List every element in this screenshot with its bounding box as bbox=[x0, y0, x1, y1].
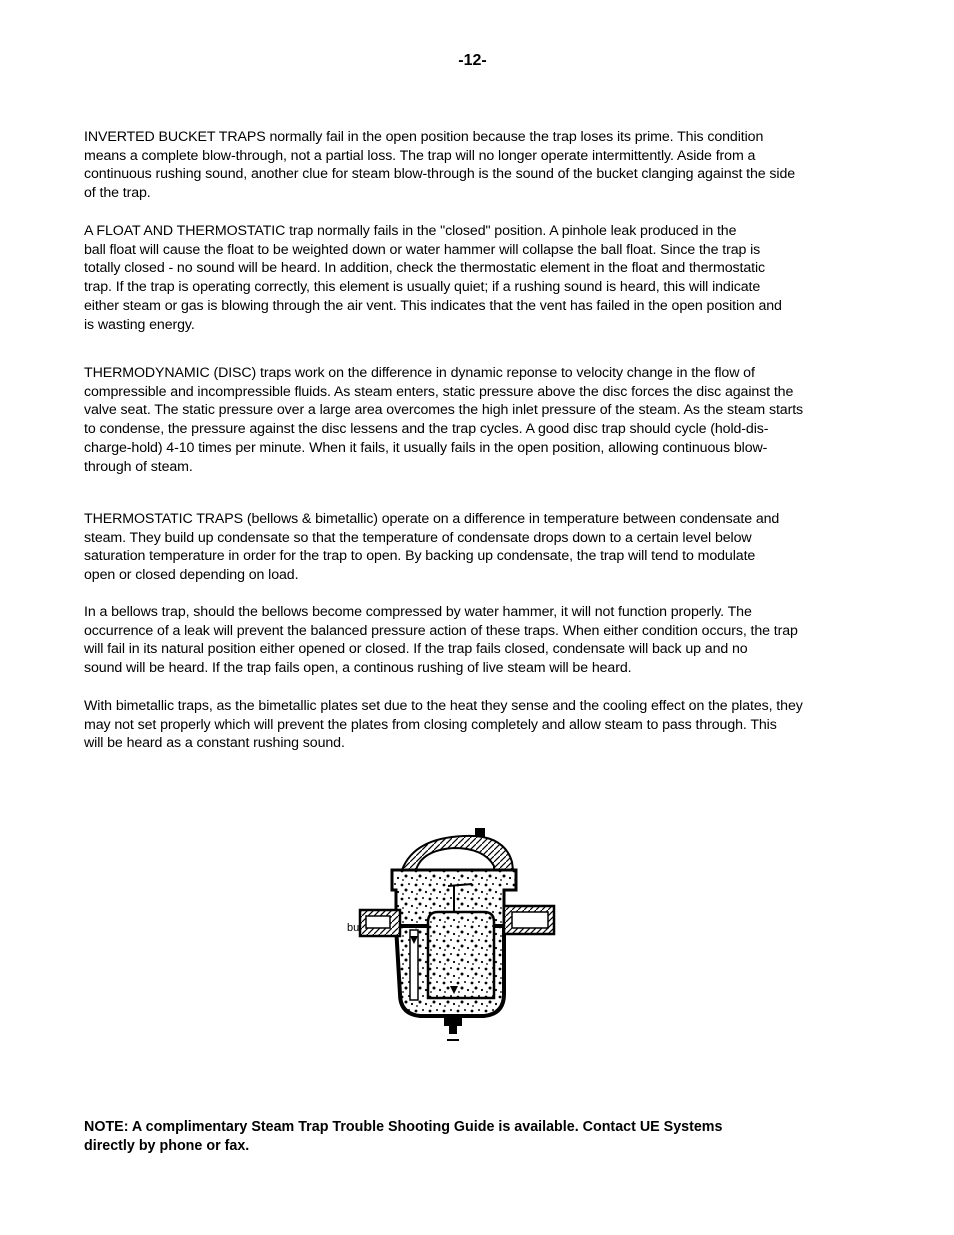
note-line: NOTE: A complimentary Steam Trap Trouble Shooting Guide is available. Contact UE Systems bbox=[84, 1119, 723, 1135]
text-line: In a bellows trap, should the bellows become compressed by water hammer, it will not function properly. The bbox=[84, 604, 752, 620]
text-line: either steam or gas is blowing through the air vent. This indicates that the vent has failed in the open position and bbox=[84, 297, 782, 314]
text-line: steam. They build up condensate so that the temperature of condensate drops down to a certain level below bbox=[84, 529, 752, 546]
note-steam-trap-guide bbox=[84, 1118, 874, 1156]
text-line: totally closed - no sound will be heard. In addition, check the thermostatic element in the float and thermostatic bbox=[84, 260, 766, 277]
inner-bucket bbox=[428, 912, 494, 998]
paragraph-float-and-thermostatic bbox=[84, 222, 874, 334]
text-line: will fail in its natural position either opened or closed. If the trap fails closed, condensate will back up and no bbox=[84, 641, 748, 658]
text-line: compressible and incompressible fluids. As steam enters, static pressure above the disc forces the disc against the bbox=[84, 383, 794, 400]
text-line: is wasting energy. bbox=[84, 316, 195, 333]
text-line: valve seat. The static pressure over a large area overcomes the high inlet pressure of the steam. As the steam starts bbox=[84, 402, 804, 419]
paragraph-thermostatic-traps bbox=[84, 510, 874, 585]
steam-trap-drawing bbox=[344, 826, 559, 1048]
text-line: open or closed depending on load. bbox=[84, 567, 299, 584]
note-line: directly by phone or fax. bbox=[84, 1138, 250, 1154]
text-line: continuous rushing sound, another clue for steam blow-through is the sound of the bucket clanging against the side bbox=[84, 166, 796, 183]
paragraph-inverted-bucket-traps bbox=[84, 128, 874, 203]
figure-partial-label: bu bbox=[347, 922, 360, 934]
page-number: -12- bbox=[458, 52, 487, 69]
text-line: trap. If the trap is operating correctly, this element is usually quiet; if a rushing sound is heard, this will indicate bbox=[84, 279, 761, 296]
text-line: occurrence of a leak will prevent the balanced pressure action of these traps. When either condition occurs, the trap bbox=[84, 622, 798, 639]
text-line: INVERTED BUCKET TRAPS normally fail in the open position because the trap loses its prime. This condition bbox=[84, 129, 764, 145]
text-line: sound will be heard. If the trap fails open, a continous rushing of live steam will be heard. bbox=[84, 660, 632, 677]
text-line: THERMODYNAMIC (DISC) traps work on the difference in dynamic reponse to velocity change in the flow of bbox=[84, 365, 755, 381]
text-line: ball float will cause the float to be weighted down or water hammer will collapse the ball float. Since the trap is bbox=[84, 241, 761, 258]
text-line: charge-hold) 4-10 times per minute. When it fails, it usually fails in the open position, allowing continuous blow- bbox=[84, 439, 768, 456]
text-line: of the trap. bbox=[84, 185, 151, 202]
text-line: may not set properly which will prevent the plates from closing completely and allow steam to pass through. This bbox=[84, 716, 777, 733]
paragraph-bimetallic-traps bbox=[84, 697, 874, 753]
paragraph-thermodynamic-disc bbox=[84, 364, 874, 476]
text-line: A FLOAT AND THERMOSTATIC trap normally fails in the "closed" position. A pinhole leak produced in the bbox=[84, 223, 737, 239]
text-line: through of steam. bbox=[84, 458, 193, 475]
text-line: to condense, the pressure against the disc lessens and the trap cycles. A good disc trap should cycle (hold-dis- bbox=[84, 421, 769, 438]
drain-plug bbox=[444, 1016, 462, 1026]
text-line: With bimetallic traps, as the bimetallic plates set due to the heat they sense and the cooling effect on the plates, they bbox=[84, 698, 803, 714]
text-line: will be heard as a constant rushing sound. bbox=[84, 735, 345, 752]
text-line: THERMOSTATIC TRAPS (bellows & bimetallic) operate on a difference in temperature between condensate and bbox=[84, 511, 780, 527]
text-line: saturation temperature in order for the trap to open. By backing up condensate, the trap will tend to modulate bbox=[84, 548, 756, 565]
steam-trap-illustration bbox=[344, 826, 559, 1048]
paragraph-bellows-trap bbox=[84, 603, 874, 678]
text-line: means a complete blow-through, not a partial loss. The trap will no longer operate intermittently. Aside from a bbox=[84, 147, 756, 164]
